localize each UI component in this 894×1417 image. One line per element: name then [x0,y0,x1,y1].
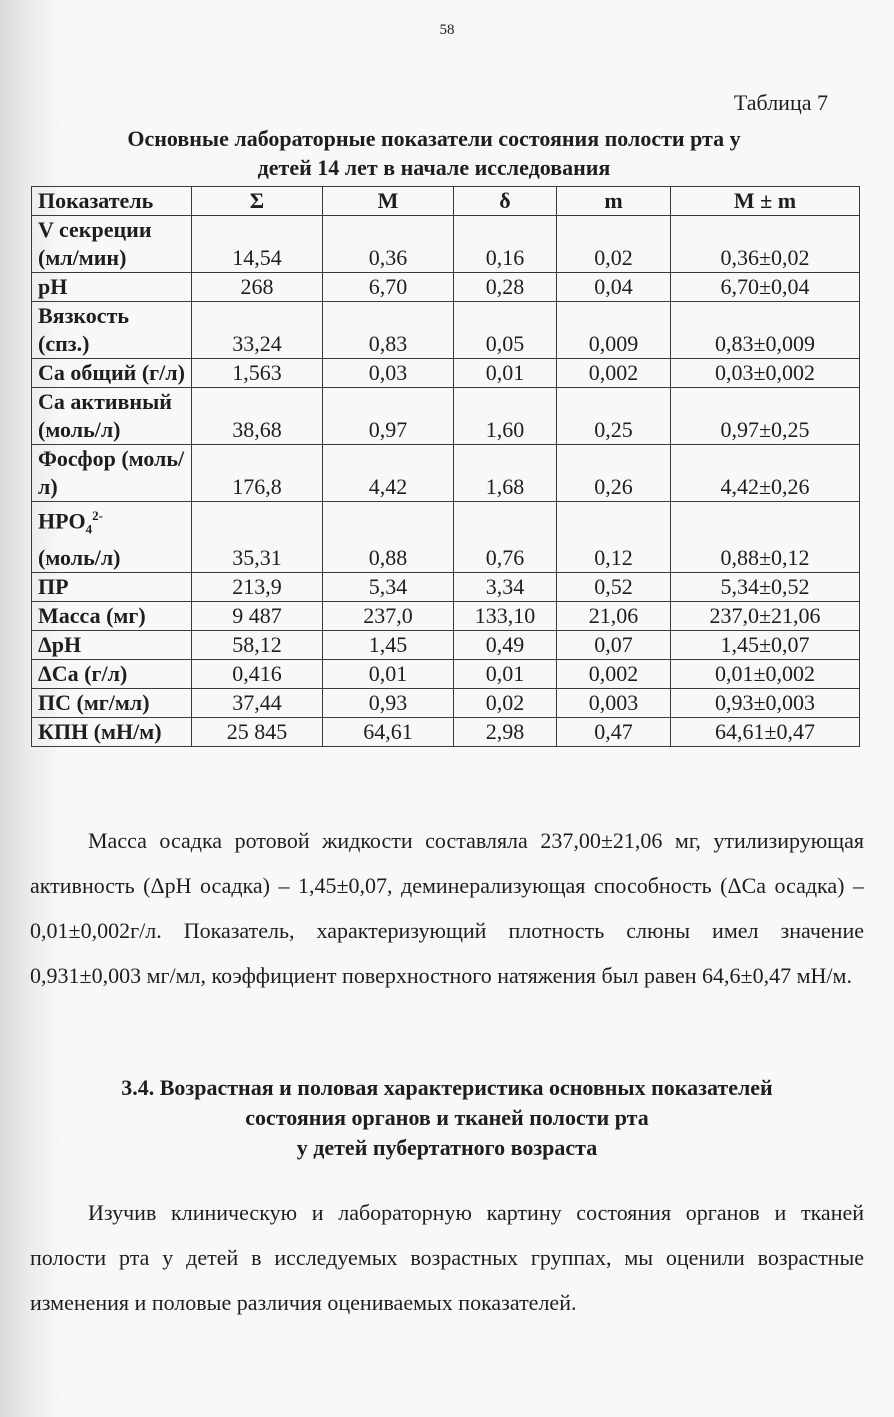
section-heading-line-3: у детей пубертатного возраста [296,1135,598,1160]
cell-sum: 9 487 [192,601,323,630]
cell-mean: 64,61 [323,717,454,746]
cell-error: 0,009 [557,302,671,359]
table-row [32,388,860,445]
cell-mean-error: 4,42±0,26 [671,445,860,502]
row-label: Масса (мг) [32,601,192,630]
header-mean: M [323,187,454,216]
cell-sum: 58,12 [192,630,323,659]
cell-mean: 1,45 [323,630,454,659]
cell-mean: 0,01 [323,659,454,688]
cell-error: 0,04 [557,273,671,302]
cell-sum: 268 [192,273,323,302]
cell-error: 0,002 [557,659,671,688]
row-label-superscript: 2- [92,508,104,523]
header-sum: Σ [192,187,323,216]
row-label: pH [32,273,192,302]
table-label: Таблица 7 [733,90,828,115]
cell-mean-error: 5,34±0,52 [671,572,860,601]
cell-mean: 5,34 [323,572,454,601]
cell-sd: 0,16 [454,216,557,273]
cell-mean: 0,97 [323,388,454,445]
cell-mean-error: 0,03±0,002 [671,359,860,388]
row-label: КПН (мН/м) [32,717,192,746]
header-mean-error: M ± m [671,187,860,216]
table-row [32,359,860,388]
table-row [32,445,860,502]
cell-sum: 33,24 [192,302,323,359]
row-label: ΔpH [32,630,192,659]
cell-sd: 0,76 [454,502,557,573]
cell-sum: 0,416 [192,659,323,688]
cell-mean: 237,0 [323,601,454,630]
table-row [32,502,860,573]
table-row [32,601,860,630]
cell-error: 0,52 [557,572,671,601]
cell-sum: 14,54 [192,216,323,273]
row-label-formula: HPO [38,508,86,534]
cell-sd: 2,98 [454,717,557,746]
cell-sum: 213,9 [192,572,323,601]
cell-error: 0,12 [557,502,671,573]
cell-sd: 0,05 [454,302,557,359]
cell-mean-error: 0,36±0,02 [671,216,860,273]
table-title [30,124,838,182]
table-row [32,717,860,746]
row-label: Са активный (моль/л) [32,388,192,445]
cell-sd: 0,28 [454,273,557,302]
header-error: m [557,187,671,216]
cell-mean-error: 1,45±0,07 [671,630,860,659]
cell-sd: 0,01 [454,359,557,388]
cell-sum: 25 845 [192,717,323,746]
table-row [32,630,860,659]
cell-sum: 35,31 [192,502,323,573]
cell-mean-error: 6,70±0,04 [671,273,860,302]
cell-mean: 0,83 [323,302,454,359]
cell-mean-error: 0,83±0,009 [671,302,860,359]
cell-mean-error: 237,0±21,06 [671,601,860,630]
table-row [32,302,860,359]
table-row [32,688,860,717]
cell-error: 0,07 [557,630,671,659]
row-label: V секреции (мл/мин) [32,216,192,273]
cell-error: 0,003 [557,688,671,717]
table-row [32,216,860,273]
cell-mean: 4,42 [323,445,454,502]
header-sd: δ [454,187,557,216]
cell-sum: 37,44 [192,688,323,717]
cell-mean: 6,70 [323,273,454,302]
cell-mean-error: 0,93±0,003 [671,688,860,717]
row-label: ПР [32,572,192,601]
cell-sd: 0,02 [454,688,557,717]
row-label: Фосфор (моль/л) [32,445,192,502]
cell-sd: 0,49 [454,630,557,659]
table-row [32,659,860,688]
section-heading [30,1073,864,1163]
cell-error: 0,02 [557,216,671,273]
row-label-unit: (моль/л) [38,544,121,570]
table-header-row [32,187,860,216]
cell-mean-error: 0,88±0,12 [671,502,860,573]
cell-sd: 3,34 [454,572,557,601]
cell-mean-error: 64,61±0,47 [671,717,860,746]
lab-indicators-table [31,186,860,747]
cell-sum: 1,563 [192,359,323,388]
cell-sd: 1,60 [454,388,557,445]
row-label: Вязкость (спз.) [32,302,192,359]
row-label: ΔCa (г/л) [32,659,192,688]
section-heading-line-2: состояния органов и тканей полости рта [245,1105,649,1130]
section-intro-paragraph: Изучив клиническую и лабораторную картину состояния органов и тканей полости рта у детей в исследуемых возрастных группах, мы оценили возрастные изменения и половые различия оцениваемых показателей. [30,1200,864,1315]
cell-mean: 0,93 [323,688,454,717]
cell-error: 21,06 [557,601,671,630]
row-label-subscript: 4 [85,521,93,537]
page-number: 58 [439,22,455,38]
cell-sd: 133,10 [454,601,557,630]
cell-error: 0,26 [557,445,671,502]
cell-mean: 0,36 [323,216,454,273]
table-title-line-2: детей 14 лет в начале исследования [257,155,611,180]
row-label: ПС (мг/мл) [32,688,192,717]
row-label [32,502,192,573]
cell-sum: 38,68 [192,388,323,445]
table-row [32,572,860,601]
cell-error: 0,002 [557,359,671,388]
table-row [32,273,860,302]
cell-sd: 0,01 [454,659,557,688]
cell-error: 0,25 [557,388,671,445]
cell-mean: 0,88 [323,502,454,573]
results-paragraph: Масса осадка ротовой жидкости составляла 237,00±21,06 мг, утилизирующая активность (ΔрН осадка) – 1,45±0,07, деминерализующая способность (ΔСа осадка) – 0,01±0,002г/л. Показатель, характеризующий плотность слюны имел значение 0,931±0,003 мг/мл, коэффициент поверхностного натяжения был равен 64,6±0,47 мН/м. [30,828,864,988]
cell-mean-error: 0,01±0,002 [671,659,860,688]
section-heading-line-1: 3.4. Возрастная и половая характеристика основных показателей [121,1075,773,1100]
cell-error: 0,47 [557,717,671,746]
cell-mean: 0,03 [323,359,454,388]
header-indicator: Показатель [32,187,192,216]
table-title-line-1: Основные лабораторные показатели состояния полости рта у [127,126,741,151]
cell-sd: 1,68 [454,445,557,502]
cell-sum: 176,8 [192,445,323,502]
cell-mean-error: 0,97±0,25 [671,388,860,445]
row-label: Са общий (г/л) [32,359,192,388]
